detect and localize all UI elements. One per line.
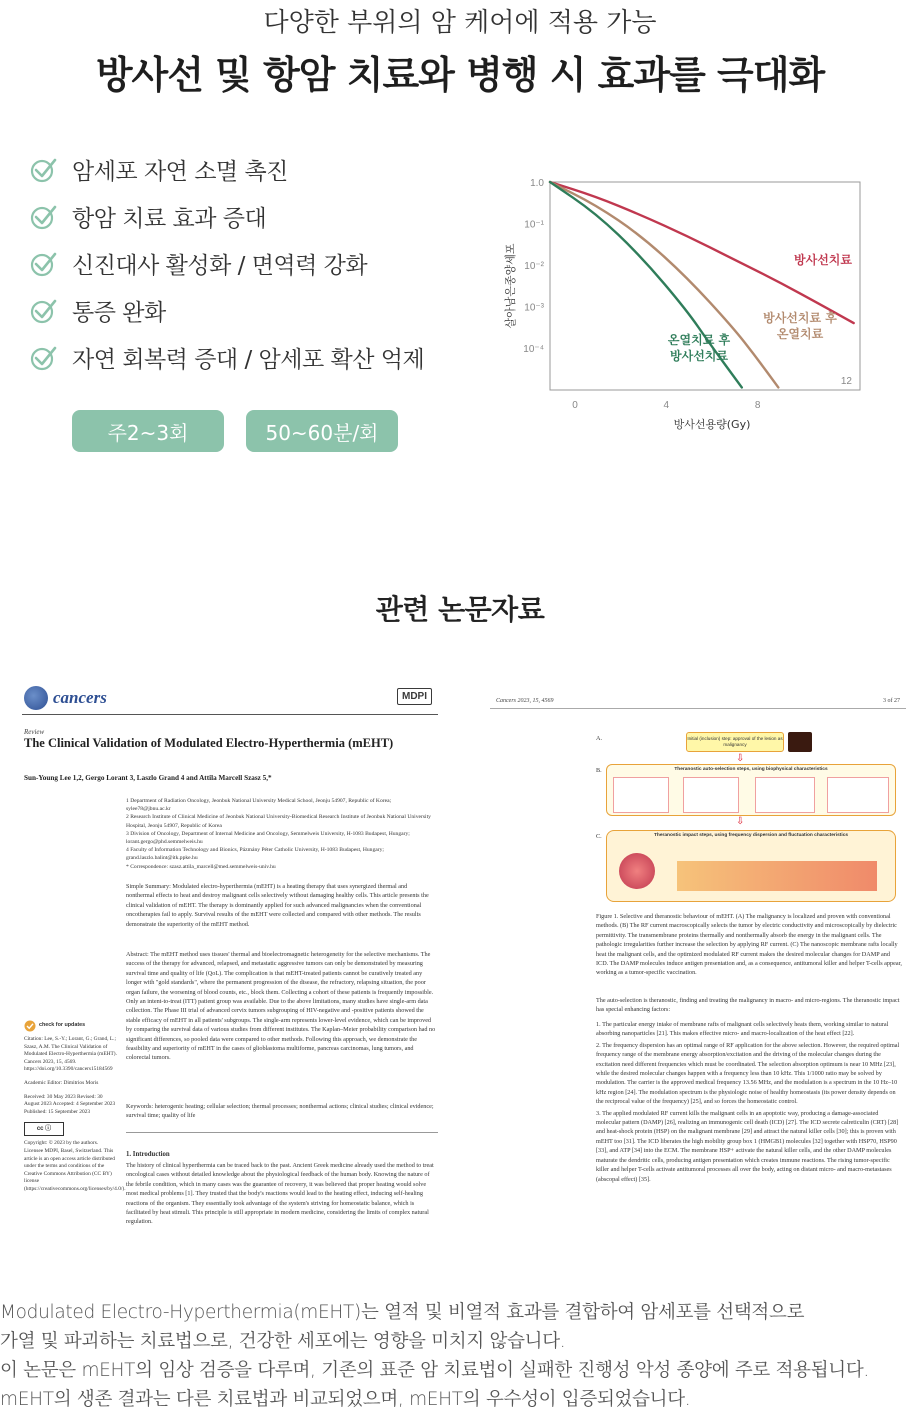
series-label: 온열치료 — [776, 327, 824, 341]
article-title: The Clinical Validation of Modulated Electro-Hyperthermia (mEHT) — [24, 736, 394, 750]
affiliation-line: * Correspondence: szasz.attila_marcell@med.semmelweis-univ.hu — [126, 863, 276, 870]
check-circle-icon — [30, 203, 58, 231]
affiliations — [126, 797, 436, 871]
paper-page-1 — [22, 680, 438, 1270]
y-axis-label: 살아남은종양세포 — [504, 243, 517, 329]
benefit-text: 통증 완화 — [72, 300, 166, 326]
copyright: Copyright: © 2023 by the authors. Licensee MDPI, Basel, Switzerland. This article is an open access article distributed under the terms and conditions of the Creative Commons Attribution (CC BY) license (https://creativecommons.org/licenses/by/4.0/). — [24, 1140, 126, 1192]
duration-badge: 50~60분/회 — [246, 410, 398, 452]
page-title: 방사선 및 항암 치료와 병행 시 효과를 극대화 — [95, 53, 825, 97]
check-circle-icon — [30, 156, 58, 184]
benefit-item — [30, 240, 470, 287]
benefit-item — [30, 334, 470, 381]
publisher-logo: MDPI — [397, 688, 432, 705]
check-circle-icon — [30, 344, 58, 372]
affiliation-line: 3 Division of Oncology, Department of Internal Medicine and Oncology, Semmelweis University, H-1083 Budapest, Hungary; lorant.gergo@phd.semmelweis.hu — [126, 830, 410, 846]
figure-panel-b — [606, 764, 896, 816]
affiliation-line: 2 Research Institute of Clinical Medicine of Jeonbuk National University-Biomedical Research Institute of Jeonbuk National University Hospital, Jeonju 54907, Republic of Korea — [126, 814, 431, 829]
keywords: Keywords: heterogenic heating; cellular selection; thermal processes; nonthermal actions; clinical studies; clinical evidence; survival time; quality of life — [126, 1103, 434, 1120]
page-number: 3 of 27 — [883, 698, 900, 704]
figure-step-b: Theranostic auto-selection steps, using biophysical characteristics — [674, 767, 828, 772]
arrow-down-icon: ⇩ — [736, 816, 745, 827]
series-label: 방사선치료 — [794, 253, 852, 267]
figure-label-b: B. — [596, 767, 602, 774]
benefit-text: 항암 치료 효과 증대 — [72, 206, 267, 232]
y-tick-label: 10⁻² — [524, 261, 544, 272]
article-dates: Received: 30 May 2023 Revised: 30 August 2023 Accepted: 4 September 2023 Published: 15 September 2023 — [24, 1093, 116, 1115]
list-item: 1. The particular energy intake of membrane rafts of malignant cells selectively heats them, working similar to natural absorbing nanoparticles [21]. This makes effective micro- and macro-localization of the heat effect [22]. — [596, 1021, 889, 1038]
check-circle-icon — [30, 250, 58, 278]
figure-label-a: A. — [596, 735, 603, 742]
arrow-down-icon: ⇩ — [736, 753, 745, 764]
side-notes — [24, 1020, 126, 1194]
survival-chart-svg — [496, 168, 900, 438]
journal-name: cancers — [53, 688, 107, 707]
survival-chart — [496, 168, 900, 438]
x-tick-label: 12 — [840, 376, 852, 387]
figure-step-c: Theranostic impact steps, using frequency dispersion and fluctuation characteristics — [653, 833, 849, 838]
figure-panel-c — [606, 830, 896, 902]
citation: Citation: Lee, S.-Y.; Lorant, G.; Grand, L.; Szasz, A.M. The Clinical Validation of Modulated Electro-Hyperthermia (mEHT). Cancers 2023, 15, 4569. https://doi.org/10.3390/cancers15184569 — [24, 1036, 117, 1073]
body-paragraph: The auto-selection is theranostic, finding and treating the malignancy in macro- and micro-regions. The theranostic impact has special enhancing factors: — [596, 997, 900, 1014]
abstract: Abstract: The mEHT method uses tissues' thermal and bioelectromagnetic heterogeneity for the selective mechanisms. The success of the therapy for advanced, relapsed, and metastatic aggressive tumors can only be demonstrated by measuring survival time and quality of life (QoL). The complication is that mEHT-treated patients cannot be curatively treated any longer with "gold standards", where the permanent progression of the disease, the refractory, relapsing situation, the poor organ failure, the worsening of blood counts, etc., block them. Collecting a cohort of these patients is frequently impossible. Only an intent-to-treat (ITT) patient group was available. Due to the above limitations, many studies have single-arm data collection. The Phase III trial of advanced cervix tumors subgrouping of HIV-negative and -positive patients showed the stable efficacy of mEHT in all patients' subgroups. The single-arm represents lower-level evidence, which can be improved by comparing the survival data of various studies from different institutes. The Kaplan–Meier probability comparison had no significant differences, so pooled data were compared to other methods. Following this approach, we demonstrate the feasibility and superiority of mEHT in the cases of glioblastoma multiforme, pancreas carcinomas, lung tumors, and colorectal tumors. — [126, 951, 436, 1062]
figure-caption: Figure 1. Selective and theranostic behaviour of mEHT. (A) The malignancy is localized and proven with conventional methods. (B) The RF current macroscopically selects the tumor by electric conductivity and microscopically by dielectric permittivity. The transmembrane proteins thermally and nonthermally absorb the energy in the malignant cells. The pathologic irregularities further increase the selection by applying RF current. (C) The nanoscopic membrane rafts locally heat the malignant cells, and the optimized modulated RF current makes the desired molecular changes for DAMP and ICD. The DAMP molecules induce antigen presentation and, as a consequence, antitumoral killer and helper T-cells appear, working as a tumor-specific vaccination. — [596, 913, 902, 977]
header-rule — [490, 708, 906, 709]
spectrum-image — [677, 861, 877, 891]
references-title: 관련 논문자료 — [375, 593, 545, 626]
header-rule — [22, 714, 438, 715]
section-rule — [126, 1132, 438, 1133]
list-item: 3. The applied modulated RF current kills the malignant cells in an apoptotic way, producing a damage-associated molecular pattern (DAMP) [26], realizing an immunogenic cell death (ICD) [27]. The ICD secrete calreticulin (CRT) [28] and heat-shock protein (HSP) on the malignant membrane [29] and attract the natural killer cells [30]; this is proven with mEHT too [31]. The ICD liberates the high mobility group box 1 (HMGB1) molecules [32] together with HSP70, HSP90 [33], and ATP [34] into the ECM. The membrane HSP+ activate the natural killer cells, and the other DAMP molecules maturate the dendritic cells, producing antigen presentation which creates immune reactions. The rising tumor-specific killer and helper T-cells activate antitumoral processes all over the body, acting on distant micro- and macro-metastases (abscopal effect) [35]. — [596, 1109, 899, 1183]
benefit-item — [30, 146, 470, 193]
x-tick-label: 0 — [572, 400, 578, 411]
academic-editor: Academic Editor: Dimitrios Moris — [24, 1079, 99, 1086]
y-tick-label: 1.0 — [530, 178, 544, 189]
figure-label-c: C. — [596, 833, 602, 840]
description-line: Modulated Electro-Hyperthermia(mEHT)는 열적 및 비열적 효과를 결합하여 암세포를 선택적으로 — [0, 1302, 805, 1323]
frequency-badge: 주2~3회 — [72, 410, 224, 452]
intro-heading: 1. Introduction — [126, 1151, 170, 1158]
check-updates-icon — [24, 1020, 36, 1032]
article-authors: Sun-Young Lee 1,2, Gergo Lorant 3, Laszlo Grand 4 and Attila Marcell Szasz 5,* — [24, 774, 272, 782]
body-list — [596, 1020, 902, 1184]
tumor-image — [788, 732, 812, 752]
check-updates-label: check for updates — [39, 1022, 86, 1029]
benefit-item — [30, 287, 470, 334]
check-circle-icon — [30, 297, 58, 325]
series-label: 온열치료 후 — [667, 333, 731, 347]
benefit-text: 신진대사 활성화 / 면역력 강화 — [72, 253, 368, 279]
y-tick-label: 10⁻¹ — [524, 219, 544, 231]
description-line: mEHT의 생존 결과는 다른 치료법과 비교되었으며, mEHT의 우수성이 입증되었습니다. — [0, 1389, 691, 1410]
cell-image — [619, 853, 655, 889]
description-line: 가열 및 파괴하는 치료법으로, 건강한 세포에는 영향을 미치지 않습니다. — [0, 1331, 566, 1352]
simple-summary: Simple Summary: Modulated electro-hyperthermia (mEHT) is a heating therapy that uses synergized thermal and nonthermal effects to heat and destroy malignant cells selectively without damaging healthy cells. This article presents the clinical validation of mEHT. The therapy is dominantly applied for such advanced malignancies when the conventional oncotherapies fail to apply. Survival results of the mEHT were collected and compared with other methods. The results demonstrate the superiority of the mEHT method. — [126, 883, 429, 928]
page-subtitle: 다양한 부위의 암 케어에 적용 가능 — [263, 8, 657, 38]
x-tick-label: 4 — [663, 400, 670, 411]
cells-logo-icon — [24, 686, 48, 710]
series-label: 방사선치료 — [670, 349, 728, 363]
benefit-list — [30, 146, 470, 381]
affiliation-line: 4 Faculty of Information Technology and Bionics, Pázmány Péter Catholic University, H-1083 Budapest, Hungary; grand.laszlo.balint@itk.ppke.hu — [126, 847, 384, 862]
cc-license-icon: cc ⓘ — [24, 1122, 64, 1136]
running-head: Cancers 2023, 15, 4569 — [496, 698, 554, 704]
article-type: Review — [24, 728, 45, 736]
benefit-text: 자연 회복력 증대 / 암세포 확산 억제 — [72, 347, 425, 373]
y-tick-label: 10⁻⁴ — [523, 344, 544, 355]
x-axis-label: 방사선용량(Gy) — [673, 418, 751, 431]
y-tick-label: 10⁻³ — [524, 302, 544, 314]
x-tick-label: 8 — [754, 400, 761, 411]
paper-page-2 — [490, 680, 906, 1270]
figure-step-a: Initial (inclusion) step: approval of the lesion as malignancy — [686, 732, 784, 752]
series-label: 방사선치료 후 — [763, 311, 837, 325]
benefit-text: 암세포 자연 소멸 촉진 — [72, 159, 288, 185]
figure-1 — [596, 728, 902, 904]
journal-logo — [24, 686, 107, 710]
description-line: 이 논문은 mEHT의 임상 검증을 다루며, 기존의 표준 암 치료법이 실패한 진행성 악성 종양에 주로 적용됩니다. — [0, 1360, 870, 1381]
benefit-item — [30, 193, 470, 240]
list-item: 2. The frequency dispersion has an optimal range of RF application for the above selection. However, the required optimal frequency range of the membrane energy absorption/excitation and the driving of the molecular changes during the excitation need different frequencies which must be coordinated. The selection absorption optimum is near 10 MHz [23], while the desired molecular changes happen with a frequency less than 10 kHz. This 1/1000 ratio may be solved by modulation. The carrier is the approved medical frequency 13.56 MHz, and the modulation is a spectrum in the 10 Hz–10 kHz region [24]. The modulation spectrum is the physiologic noise of healthy homeostasis (its power density depends on the reciprocal value of the frequency) [25], and so forces the homeostatic control. — [596, 1041, 900, 1106]
affiliation-line: 1 Department of Radiation Oncology, Jeonbuk National University Medical School, Jeonju 54907, Republic of Korea; sylee78@jbnu.ac.kr — [126, 798, 392, 813]
intro-text: The history of clinical hyperthermia can be traced back to the past. Ancient Greek medicine already used the method to treat oncological cases without detailed knowledge about the physiological feedback of the human body. Knowing the nature of the febrile condition, which in many cases was the guarantee of recovery, it was believed that proper heating would solve most medical problems [1]. They trusted that the body's reactions would lead to the heating effect, inducing self-healing reactions of the organism. They essentially took advantage of the system's striving for homeostatic balance, which is facilitated by heat stimuli. This principle is still appropriate in modern medicine, considering the limits of complex natural regulation. — [126, 1162, 434, 1226]
description — [0, 1298, 920, 1414]
